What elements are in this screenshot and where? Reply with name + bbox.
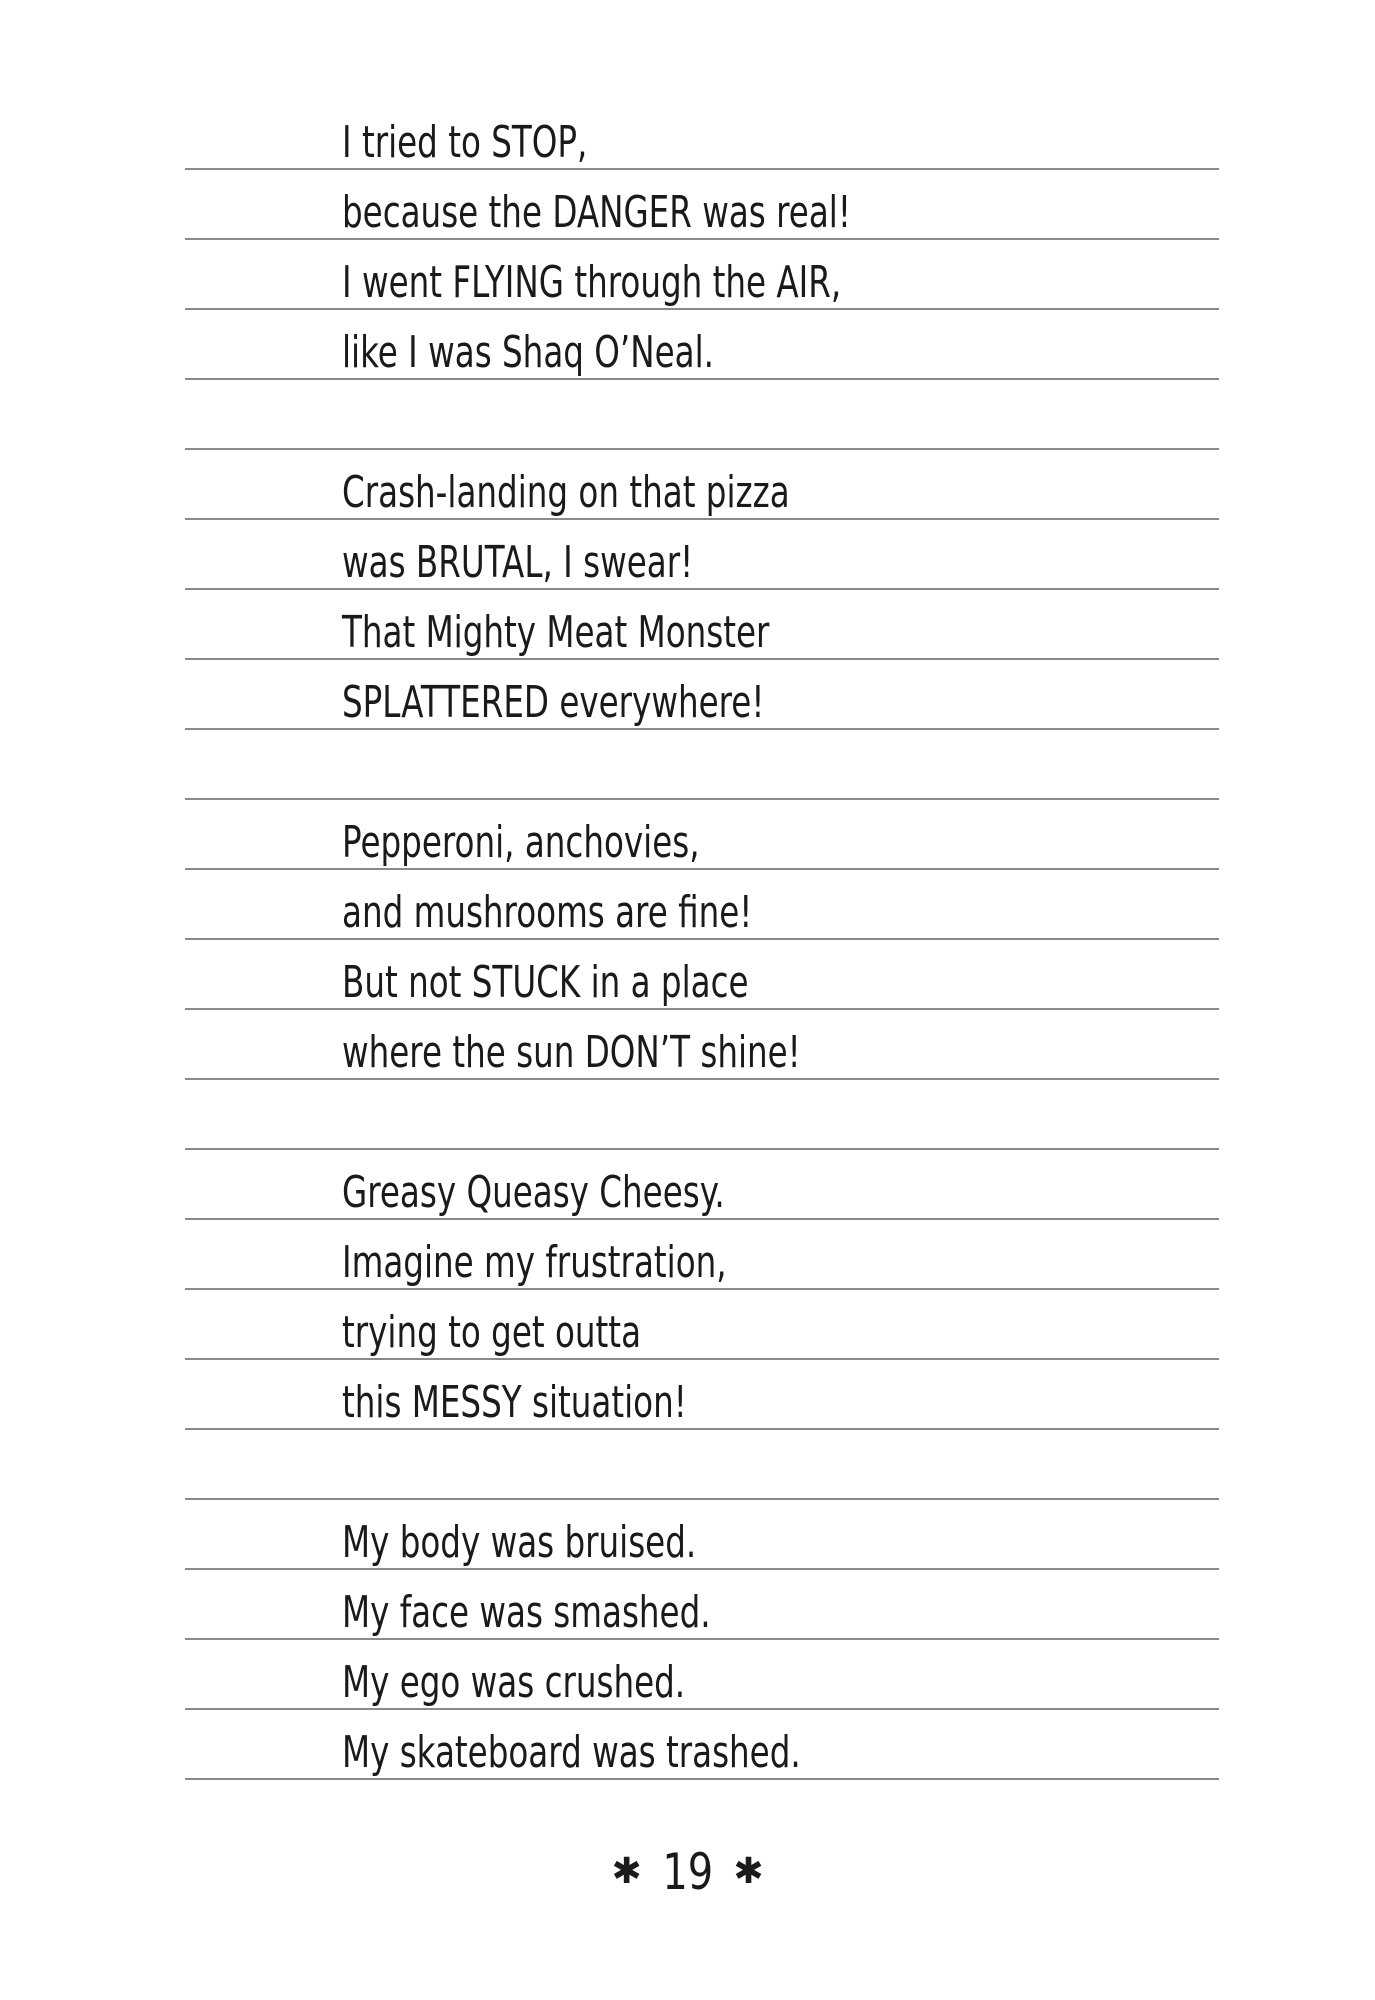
poem-line: That Mighty Meat Monster [342,607,770,658]
poem-line: Pepperoni, anchovies, [342,817,700,868]
poem-line: Crash-landing on that pizza [342,467,790,518]
poem-line: But not STUCK in a place [342,957,749,1008]
poem-line: SPLATTERED everywhere! [342,677,765,728]
poem-line: My face was smashed. [342,1587,711,1638]
ruled-line [185,798,1219,800]
poem-line: trying to get outta [342,1307,642,1358]
poem-line: because the DANGER was real! [342,187,851,238]
poem-line: like I was Shaq O’Neal. [342,327,715,378]
poem-line: this MESSY situation! [342,1377,687,1428]
poem-line: where the sun DON’T shine! [342,1027,801,1078]
ruled-line [185,1148,1219,1150]
page-number: 19 [662,1842,713,1901]
poem-line: My body was bruised. [342,1517,697,1568]
poem-line: My ego was crushed. [342,1657,686,1708]
poem-line: and mushrooms are fine! [342,887,753,938]
poem-line: I tried to STOP, [342,117,588,168]
asterisk-icon: ✱ [611,1850,642,1892]
asterisk-icon: ✱ [733,1850,764,1892]
ruled-line [185,1498,1219,1500]
ruled-line [185,448,1219,450]
poem-line: Imagine my frustration, [342,1237,727,1288]
poem-line: I went FLYING through the AIR, [342,257,842,308]
poem-line: My skateboard was trashed. [342,1727,801,1778]
poem-line: was BRUTAL, I swear! [342,537,694,588]
poem-line: Greasy Queasy Cheesy. [342,1167,725,1218]
page-number-footer [0,1833,1375,1903]
